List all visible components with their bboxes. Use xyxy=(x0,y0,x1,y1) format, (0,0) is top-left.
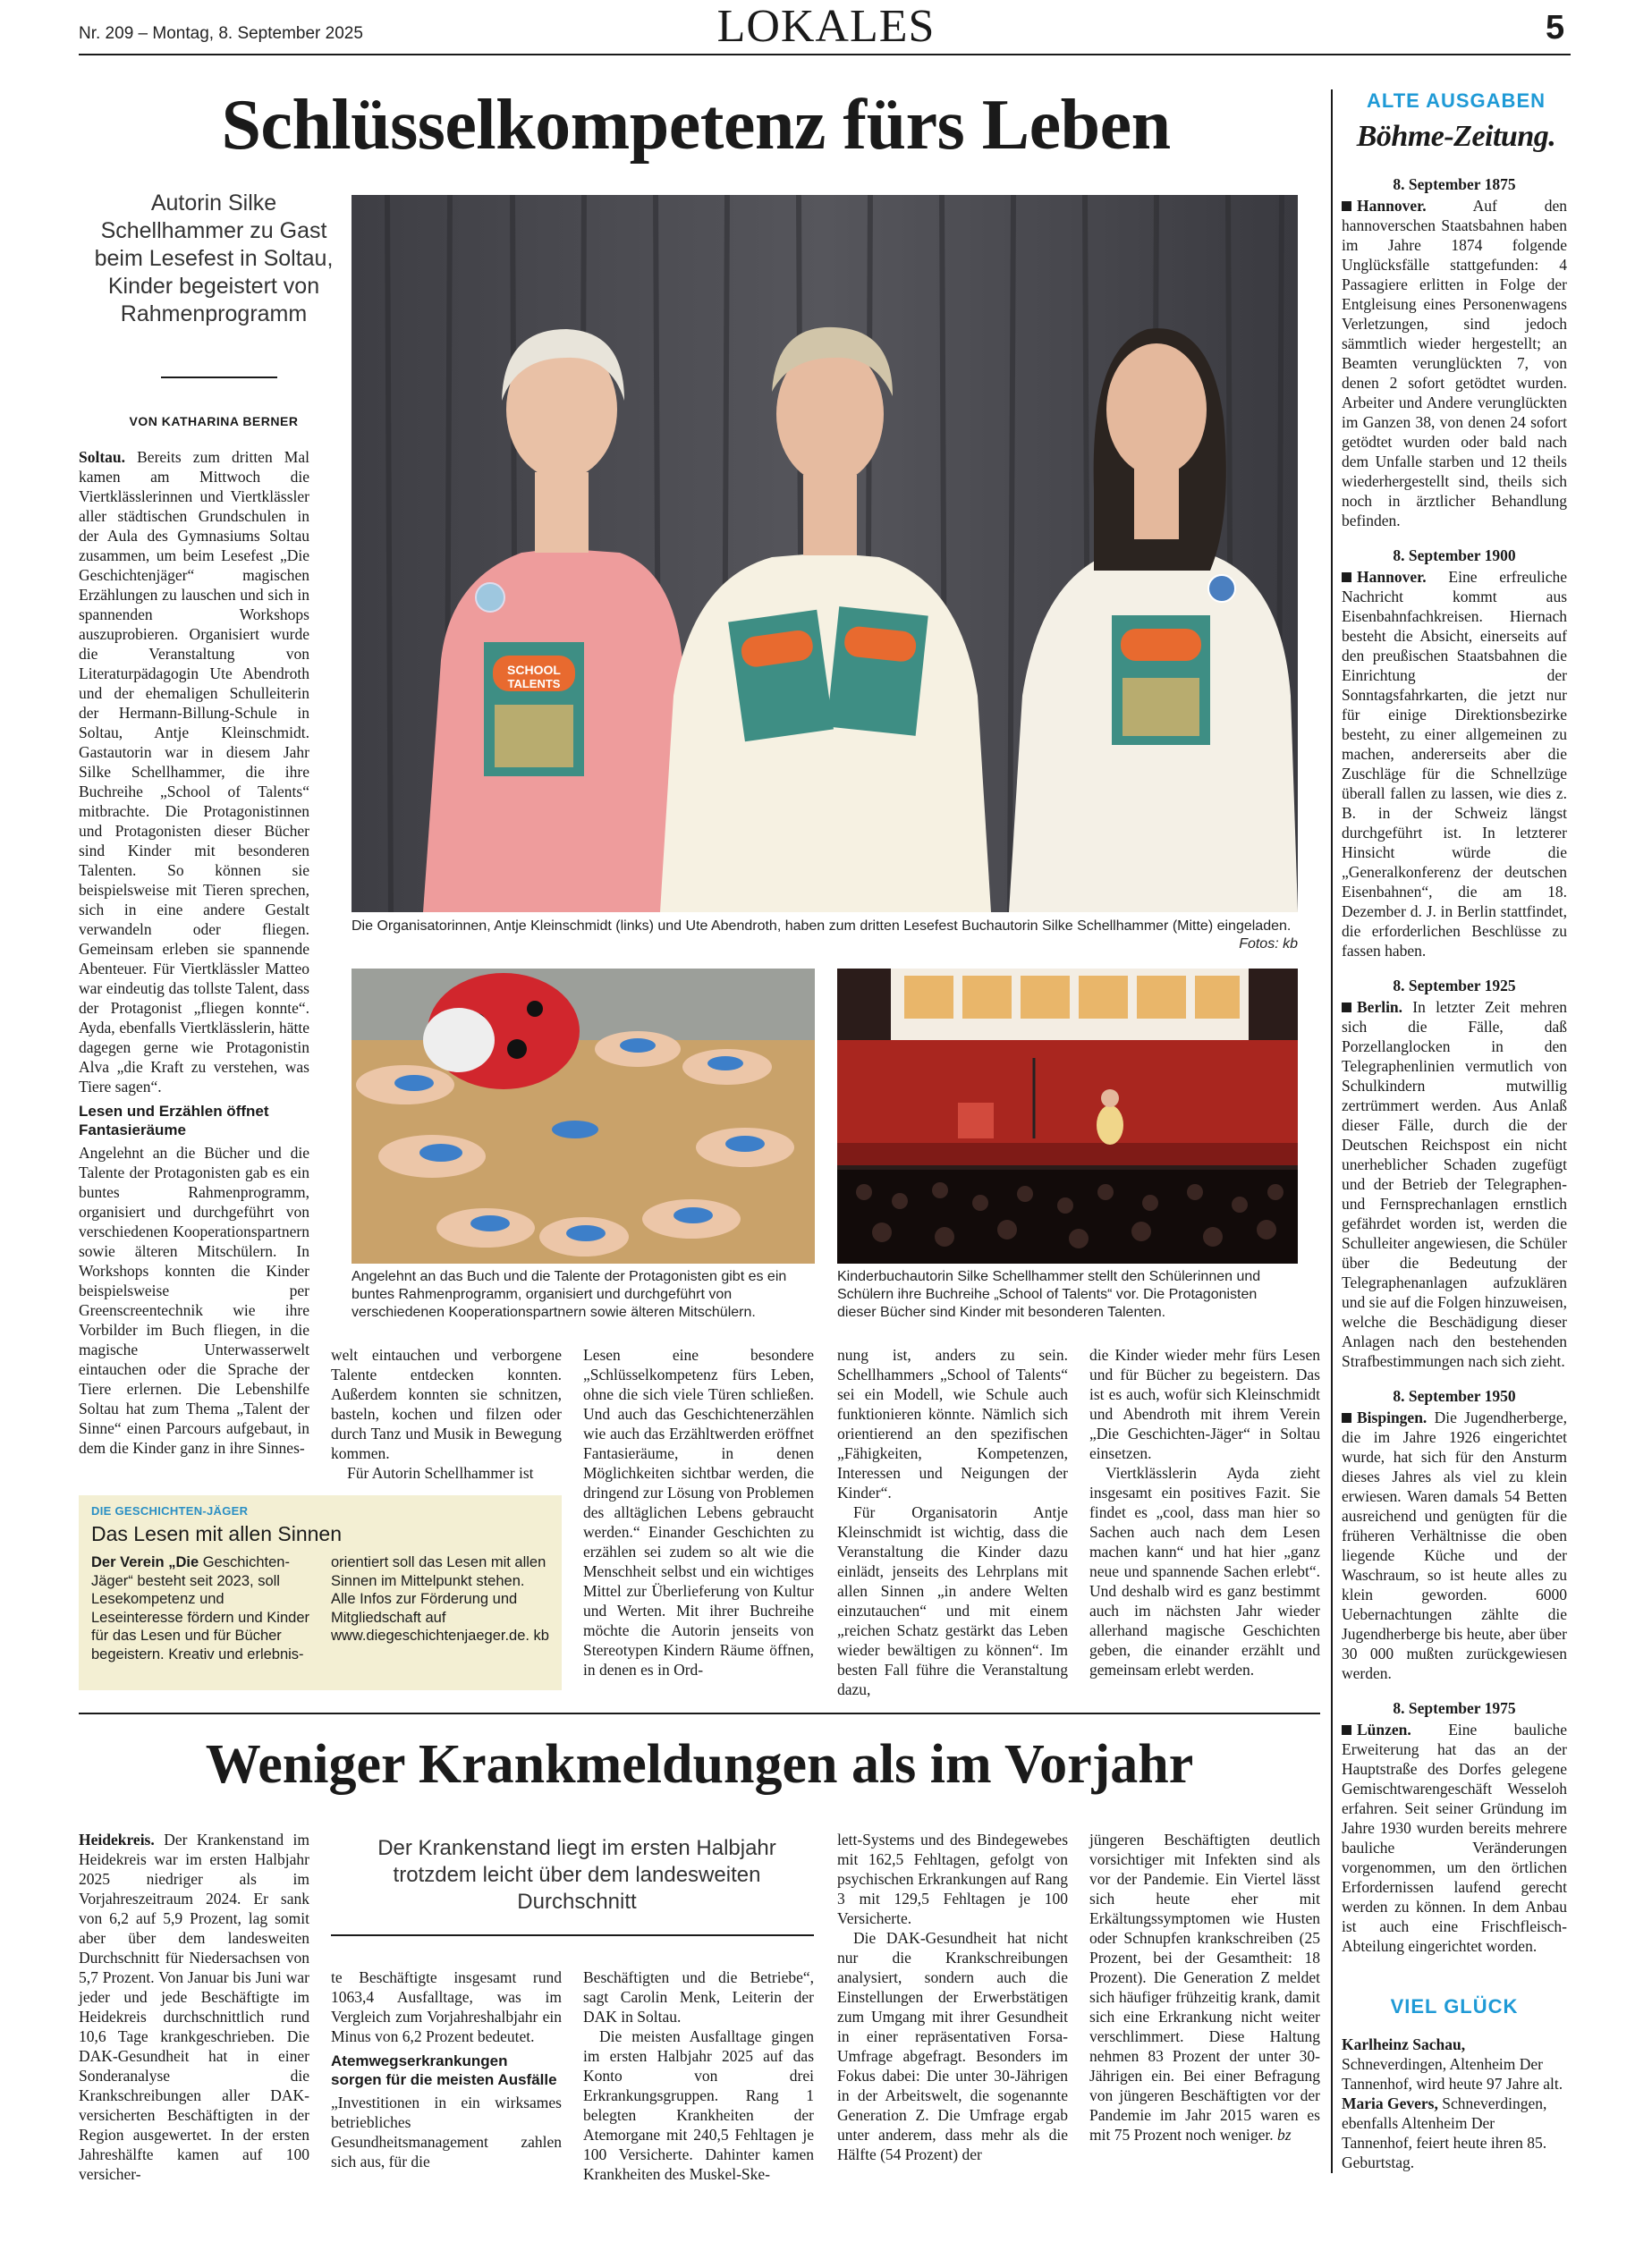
bullet-square-icon xyxy=(1342,1003,1351,1012)
gluck-text: Schneverdingen, ebenfalls Altenheim Der Tannenhof, feiert heute ihren 85. Geburtstag. xyxy=(1342,2094,1547,2171)
paragraph: Viertklässlerin Ayda zieht insgesamt ein positives Fazit. Sie findet es „cool, dass man hier so Sachen auch nach dem Lesen machen kann“ und hat hier „ganz neue und spannende Sachen erlebt“. Und deshalb wird es ganz bestimmt auch im nächsten Jahr wieder allerhand magische Geschichten geben, die einander erzählt und gemeinsam erlebt werden. xyxy=(1089,1464,1320,1679)
old-edition-entry xyxy=(1342,977,1567,1371)
author-sign: bz xyxy=(1273,2126,1292,2144)
infobox-kicker: DIE GESCHICHTEN-JÄGER xyxy=(91,1504,249,1518)
entry-date: 8. September 1975 xyxy=(1393,1699,1516,1717)
infobox-text: Geschichten-Jäger“ besteht seit 2023, soll Lesekompetenz und Leseinteresse fördern und Kinder für das Lesen und für Bücher begeistern. Kreativ und erlebnis- xyxy=(91,1554,309,1663)
paragraph: Lesen eine besondere „Schlüsselkompetenz fürs Leben, ohne die sich viele Türen schließen. Und auch das Geschichtenerzählen wie auch das Erzähltwerden eröffnet Fantasieräume, in denen Möglichkeiten sichtbar werden, die dringend zur Lösung von Problemen des alltäglichen Lebens gebraucht werden.“ Einander Geschichten zu erzählen sei zudem so alt wie die Menschheit selbst und ein wichtiges Mittel zur Überlieferung von Kultur und Werten. Mit ihrer Buchreihe möchte die Autorin jenseits von Stereotypen Kindern Räume öffnen, in denen es in Ord- xyxy=(583,1346,814,1679)
old-edition-entry xyxy=(1342,175,1567,530)
page-number: 5 xyxy=(1546,9,1565,47)
entry-text: Die Jugendherberge, die im Jahre 1926 eingerichtet wurde, hat sich für den Ansturm dieses Jahres als viel zu klein erwiesen. Waren damals 54 Betten ausreichend und genügten für die früheren Verhältnisse die oben liegende Küche und der Waschraum, so ist heute alles zu klein geworden. 6000 Uebernachtungen zählte die Jugendherberge bis heute, aber über 30 000 mußten zurückgewiesen werden. xyxy=(1342,1409,1567,1682)
gluck-entry xyxy=(1342,2094,1567,2172)
paragraph: Beschäftigten und die Betriebe“, sagt Carolin Menk, Leiterin der DAK in Soltau. xyxy=(583,1968,814,2026)
paragraph: die Kinder wieder mehr fürs Lesen und für Bücher zu begeistern. Das ist es auch, wofür sich Kleinschmidt und Abendroth mit ihrem Verein „Die Geschichten-Jäger“ in Soltau einsetzen. xyxy=(1089,1346,1320,1462)
issue-date: Nr. 209 – Montag, 8. September 2025 xyxy=(79,24,363,43)
auditorium-photo xyxy=(837,969,1298,1264)
bullet-square-icon xyxy=(1342,201,1351,211)
section-title: LOKALES xyxy=(716,1,936,52)
paragraph: jüngeren Beschäftigten deutlich vorsichtiger mit Infekten sind als vor der Pandemie. Ein Viertel lässt sich heute eher mit Erkältungssymptomen wie Husten oder Schnupfen krankschreiben (25 Prozent, bei der Gesamtheit: 18 Prozent). Die Generation Z meldet sich häufiger frühzeitig krank, damit sich eine Erkrankung nicht weiter verschlimmert. Diese Haltung nehmen 83 Prozent der unter 30-Jährigen ein. Bei einer Befragung von jüngeren Beschäftigten vor der Pandemie im Jahr 2015 waren es mit 75 Prozent noch weniger. xyxy=(1089,1831,1320,2144)
article1-col2 xyxy=(331,1345,562,1483)
paragraph: te Beschäftigte insgesamt rund 1063,4 Ausfalltage, was im Vergleich zum Vorjahreshalbjahr ein Minus von 6,2 Prozent bedeutet. xyxy=(331,1968,562,2045)
subheading: Lesen und Erzählen öffnet Fantasieräume xyxy=(79,1103,269,1138)
entry-date: 8. September 1925 xyxy=(1393,977,1516,994)
infobox-col2: orientiert soll das Lesen mit allen Sinnen im Mittelpunkt stehen. Alle Infos zur Förderung und Mitgliedschaft auf www.diegeschichtenjaeger.de. kb xyxy=(331,1554,549,1644)
entry-date: 8. September 1875 xyxy=(1393,175,1516,193)
gluck-entry xyxy=(1342,2035,1567,2094)
article2-subline: Der Krankenstand liegt im ersten Halbjahr trotzdem leicht über dem landesweiten Durchschnitt xyxy=(377,1836,776,1914)
entry-city: Berlin. xyxy=(1357,998,1403,1016)
paragraph: Angelehnt an die Bücher und die Talente der Protagonisten gab es ein buntes Rahmenprogramm, organisiert und durchgeführt von verschiedenen Kooperationspartnern sowie älteren Mitschülern. In Workshops konnten die Kinder beispielsweise per Greenscreentechnik wie ihre Vorbilder im Buch fliegen, in die magische Unterwasserwelt eintauchen oder die Sprache der Tiere erlernen. Die Lebenshilfe Soltau hat zum Thema „Talent der Sinne“ einen Parcours aufgebaut, in dem die Kinder ganz in ihre Sinnes- xyxy=(79,1144,309,1457)
entry-date: 8. September 1950 xyxy=(1393,1387,1516,1405)
sidebar-masthead: Böhme-Zeitung. xyxy=(1356,120,1556,153)
article1-headline: Schlüsselkompetenz fürs Leben xyxy=(221,86,1171,165)
article2-col4 xyxy=(837,1830,1068,2164)
article1-subline: Autorin Silke Schellhammer zu Gast beim Lesefest in Soltau, Kinder begeistert von Rahmenprogramm xyxy=(94,190,334,326)
paragraph: Für Organisatorin Antje Kleinschmidt ist wichtig, dass die Veranstaltung die Kinder dazu einlädt, jenseits des Lehrplans mit allen Sinnen „in andere Welten einzutauchen“ und mit einem „reichen Schatz gestärkt das Leben wieder bewältigen zu können“. Im besten Fall führe die Veranstaltung dazu, xyxy=(837,1503,1068,1698)
old-edition-entry xyxy=(1342,1699,1567,1956)
infobox-lead: Der Verein „Die xyxy=(91,1554,199,1570)
entry-city: Hannover. xyxy=(1357,197,1427,215)
entry-text: Eine bauliche Erweiterung hat das an der Hauptstraße des Dorfes gelegene Gemischtwarengeschäft Wesseloh erfahren. Seit seiner Gründung im Jahre 1930 wurden bereits mehrere bauliche Veränderungen vorgenommen, um den örtlichen Erfordernissen laufend gerecht werden zu können. In dem Anbau ist auch eine Frischfleisch-Abteilung eingerichtet worden. xyxy=(1342,1721,1567,1955)
article1-col4 xyxy=(837,1345,1068,1699)
article2-col5 xyxy=(1089,1830,1320,2145)
entry-city: Hannover. xyxy=(1357,568,1427,586)
hands-felt-photo xyxy=(352,969,815,1264)
infobox-title: Das Lesen mit allen Sinnen xyxy=(91,1522,342,1545)
paragraph: nung ist, anders zu sein. Schellhammers „School of Talents“ sei ein Modell, wie Schule auch funktionieren könnte. Nämlich sich orientierend an den spezifischen „Fähigkeiten, Kompetenzen, Interessen und Neigungen der Kinder“. xyxy=(837,1346,1068,1502)
entry-date: 8. September 1900 xyxy=(1393,546,1516,564)
entry-text: Eine erfreuliche Nachricht kommt aus Eisenbahnfachkreisen. Hiernach besteht die Absicht, einerseits auf den preußischen Staatsbahnen die Einrichtung der Sonntagsfahrkarten, die jetzt nur für einige Direktionsbezirke besteht, zu einer allgemeinen zu machen, andererseits aber die Zuschläge für die Schnellzüge überall fallen zu lassen, wie dies z. B. in der Schweiz längst durchgeführt ist. In letzterer Hinsicht würde die „Generalkonferenz der deutschen Eisenbahnen“, die am 18. Dezember d. J. in Berlin stattfindet, die erforderlichen Beschlüsse zu fassen haben. xyxy=(1342,568,1567,960)
article-divider xyxy=(79,1713,1320,1714)
entry-text: Auf den hannoverschen Staatsbahnen haben im Jahre 1874 folgende Unglücksfälle stattgefunden: 4 Passagiere erlitten in Folge der Entgleisung eines Personenwagens Verletzungen, sind jedoch sämmtlich wieder hergestellt; an Beamten verunglückten 7, von denen 2 sofort getödtet wurden. Arbeiter und Andere verunglückten im Ganzen 38, von denen 24 sofort getödtet wurden oder bald nach dem Unfalle starben und 12 theils wiederhergestellt sind, theils sich noch in ärztlicher Behandlung befinden. xyxy=(1342,197,1567,529)
bullet-square-icon xyxy=(1342,572,1351,582)
main-photo xyxy=(352,195,1298,912)
article2-col3 xyxy=(583,1967,814,2184)
paragraph: Für Autorin Schellhammer ist xyxy=(347,1464,534,1482)
paragraph: Bereits zum dritten Mal kamen am Mittwoch die Viertklässlerinnen und Viertklässler aller städtischen Grundschulen in der Aula des Gymnasiums Soltau zusammen, um beim Lesefest „Die Geschichtenjäger“ magischen Erzählungen zu lauschen und sich in spannenden Workshops auszuprobieren. Organisiert wurde die Veranstaltung von Literaturpädagogin Ute Abendroth und der ehemaligen Schulleiterin der Hermann-Billung-Schule in Soltau, Antje Kleinschmidt. Gastautorin war in diesem Jahr Silke Schellhammer, die ihre Buchreihe „School of Talents“ mitbrachte. Die Protagonistinnen und Protagonisten dieser Bücher sind Kinder mit besonderen Talenten. So können sie beispielsweise mit Tieren sprechen, sich in eine andere Gestalt verwandeln oder fliegen. Gemeinsam erleben sie spannende Abenteuer. Für Viertklässler Matteo war eindeutig das tollste Talent, dass der Protagonist „fliegen konnte“. Ayda, ebenfalls Viertklässlerin, hätte dagegen gerne wie Protagonistin Alva „die Kraft zu verstehen, was Tiere sagen“. xyxy=(79,448,309,1096)
book-title-top: SCHOOL xyxy=(507,663,561,677)
sidebar-rule xyxy=(1331,89,1333,2173)
article1-col1 xyxy=(79,447,309,1458)
bullet-square-icon xyxy=(1342,1725,1351,1735)
subline-rule xyxy=(331,1934,814,1936)
workshop-photo xyxy=(352,969,815,1264)
byline: VON KATHARINA BERNER xyxy=(129,414,299,428)
old-edition-entry xyxy=(1342,1387,1567,1683)
caption-text: Die Organisatorinnen, Antje Kleinschmidt (links) und Ute Abendroth, haben zum dritten Lesefest Buchautorin Silke Schellhammer (Mitte) eingeladen. xyxy=(352,918,1292,934)
main-photo-caption xyxy=(352,918,1298,935)
paragraph: „Investitionen in ein wirksames betriebliches Gesundheitsmanagement zahlen sich aus, für die xyxy=(331,2094,562,2170)
article1-col3 xyxy=(583,1345,814,1679)
header-rule xyxy=(79,54,1571,55)
entry-text: In letzter Zeit mehren sich die Fälle, daß Porzellanglocken in den Telegraphenlinien vermutlich von Schulkindern mutwillig zertrümmert werden. Aus Anlaß dieser Fälle, durch die der Deutschen Reichspost ein nicht unerheblicher Schaden zugefügt und der Betrieb der Telegraphen- und Fernsprechanlagen ernstlich gefährdet worden ist, werden die Schulleiter angewiesen, die Schüler über die Bedeutung der Telegraphenanlagen aufzuklären und sie auf die Folgen hinzuweisen, welche die Beschädigung dieser Anlagen nach den bestehenden Strafbestimmungen nach sich zieht. xyxy=(1342,998,1567,1370)
paragraph: lett-Systems und des Bindegewebes mit 162,5 Fehltagen, gefolgt von psychischen Erkrankungen auf Rang 3 mit 129,5 Fehltagen je 100 Versicherte. xyxy=(837,1831,1068,1927)
sidebar-kicker: ALTE AUSGABEN xyxy=(1367,89,1546,112)
subline-rule xyxy=(161,376,277,378)
article2-col2 xyxy=(331,1967,562,2171)
old-editions-list xyxy=(1342,166,1567,2172)
paragraph: welt eintauchen und verborgene Talente entdecken konnten. Außerdem konnten sie schnitzen, basteln, kochen und filzen oder durch Tanz und Musik in Bewegung kommen. xyxy=(331,1346,562,1462)
dateline: Soltau. xyxy=(79,448,126,466)
stage-photo-caption: Kinderbuchautorin Silke Schellhammer stellt den Schülerinnen und Schülern ihre Buchreihe „School of Talents“ vor. Die Protagonisten dieser Bücher sind Kinder mit besonderen Talenten. xyxy=(837,1269,1261,1320)
gluck-text: Schneverdingen, Altenheim Der Tannenhof, wird heute 97 Jahre alt. xyxy=(1342,2055,1563,2093)
subheading: Atemwegserkrankungen sorgen für die meisten Ausfälle xyxy=(331,2052,557,2088)
photo-credit: Fotos: kb xyxy=(1239,936,1298,952)
gluck-name: Maria Gevers, xyxy=(1342,2094,1438,2112)
gluck-name: Karlheinz Sachau, xyxy=(1342,2035,1466,2053)
paragraph: Die DAK-Gesundheit hat nicht nur die Krankschreibungen analysiert, sondern auch die Einstellungen der Erwerbstätigen zum Umgang mit ihrer Gesundheit in einer repräsentativen Forsa-Umfrage abgefragt. Besonders im Fokus dabei: Die unter 30-Jährigen in der Arbeitswelt, die sogenannte Generation Z. Die Umfrage ergab unter anderem, dass mehr als die Hälfte (54 Prozent) der xyxy=(837,1929,1068,2163)
book-title-bottom: TALENTS xyxy=(507,677,561,690)
stage-photo xyxy=(837,969,1298,1264)
paragraph: Die meisten Ausfalltage gingen im ersten Halbjahr 2025 auf das Konto von drei Erkrankungsgruppen. Rang 1 belegten Krankheiten der Atemorgane mit 240,5 Fehltagen je 100 Versicherte. Dahinter kamen Krankheiten des Muskel-Ske- xyxy=(583,2027,814,2183)
article2-headline: Weniger Krankmeldungen als im Vorjahr xyxy=(205,1734,1194,1795)
workshop-photo-caption: Angelehnt an das Buch und die Talente der Protagonisten gibt es ein buntes Rahmenprogramm, organisiert und durchgeführt von verschiedenen Kooperationspartnern sowie älteren Mitschülern. xyxy=(352,1269,787,1320)
bullet-square-icon xyxy=(1342,1413,1351,1423)
old-edition-entry xyxy=(1342,546,1567,960)
dateline: Heidekreis. xyxy=(79,1831,155,1849)
paragraph: Der Krankenstand im Heidekreis war im ersten Halbjahr 2025 niedriger als im Vorjahreszeitraum 2024. Er sank von 6,2 auf 5,9 Prozent, lag somit aber über dem landesweiten Durchschnitt für Niedersachsen von 5,7 Prozent. Von Januar bis Juni war jeder und jede Beschäftigte im Heidekreis durchschnittlich rund 10,6 Tage krankgeschrieben. Die DAK-Gesundheit hat in einer Sonderanalyse die Krankschreibungen aller DAK-versicherten Beschäftigten in der Region ausgewertet. In der ersten Jahreshälfte kamen auf 100 versicher- xyxy=(79,1831,309,2183)
article2-col1 xyxy=(79,1830,309,2184)
article1-col5 xyxy=(1089,1345,1320,1679)
gluck-title: VIEL GLÜCK xyxy=(1390,1995,1519,2018)
entry-city: Bispingen. xyxy=(1357,1409,1427,1426)
organizers-photo xyxy=(352,195,1298,912)
infobox-col1 xyxy=(91,1553,315,1663)
infobox xyxy=(79,1495,562,1690)
entry-city: Lünzen. xyxy=(1357,1721,1411,1739)
